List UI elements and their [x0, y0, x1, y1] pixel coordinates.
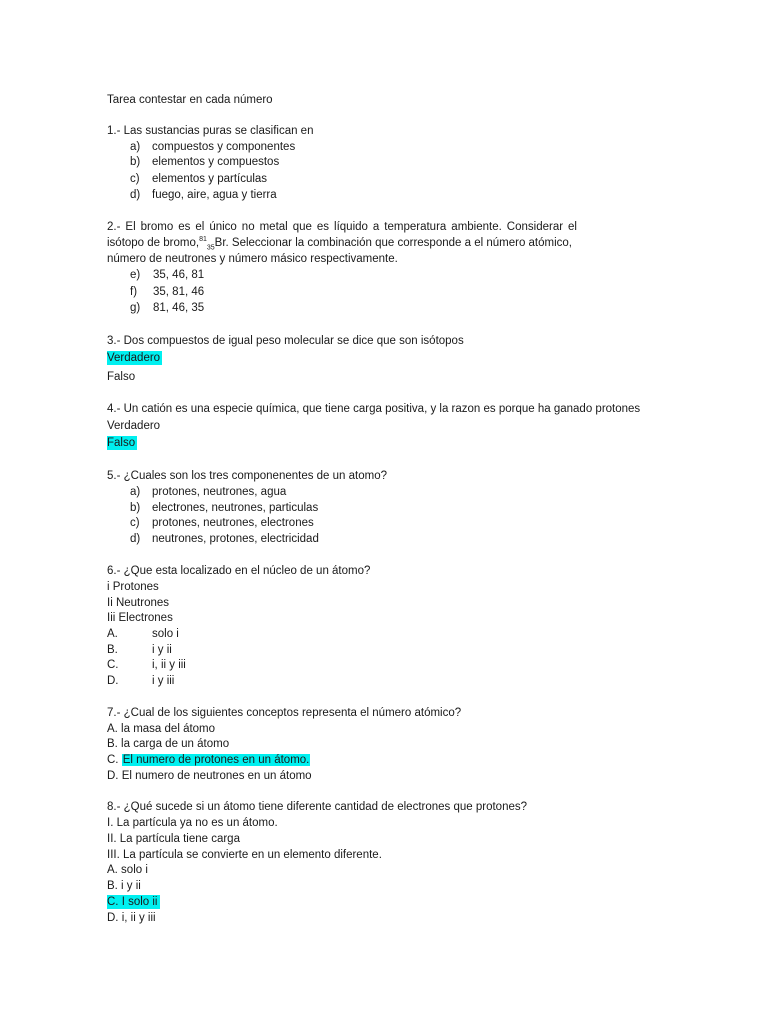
q5-option-a-label: a)	[130, 486, 141, 498]
q6-option-d-label: D.	[107, 675, 119, 687]
q1-option-d-label: d)	[130, 189, 141, 201]
q5-option-a-text: protones, neutrones, agua	[152, 486, 287, 498]
q8-option-b: B. i y ii	[107, 880, 141, 892]
question-6-text: 6.- ¿Que esta localizado en el núcleo de un átomo?	[107, 565, 371, 577]
q8-statement-3: III. La partícula se convierte en un elemento diferente.	[107, 849, 382, 861]
q6-option-c-label: C.	[107, 659, 119, 671]
q5-option-c-text: protones, neutrones, electrones	[152, 517, 314, 529]
q5-option-c-label: c)	[130, 517, 140, 529]
q5-option-d-text: neutrones, protones, electricidad	[152, 533, 319, 545]
q4-option-verdadero: Verdadero	[107, 420, 161, 432]
q8-statement-1: I. La partícula ya no es un átomo.	[107, 817, 278, 829]
q7-option-a: A. la masa del átomo	[107, 723, 216, 735]
q1-option-a-text: compuestos y componentes	[152, 141, 296, 153]
isotope-atomic-number: 35	[206, 244, 215, 252]
q7-option-c-text: El numero de protones en un átomo.	[122, 754, 310, 766]
document-title: Tarea contestar en cada número	[107, 94, 273, 106]
q7-option-d: D. El numero de neutrones en un átomo	[107, 770, 312, 782]
q5-option-b-label: b)	[130, 502, 141, 514]
q6-option-a-label: A.	[107, 628, 118, 640]
q3-option-falso: Falso	[107, 371, 136, 383]
q6-option-c-text: i, ii y iii	[152, 659, 186, 671]
question-1-text: 1.- Las sustancias puras se clasifican en	[107, 125, 314, 137]
q6-option-d-text: i y iii	[152, 675, 175, 687]
q6-option-b-text: i y ii	[152, 644, 172, 656]
q4-option-falso: Falso	[107, 437, 136, 449]
q2-line2-pre: isótopo de bromo,	[107, 237, 200, 249]
q2-option-g-text: 81, 46, 35	[153, 302, 205, 314]
q8-statement-2: II. La partícula tiene carga	[107, 833, 240, 845]
q7-option-c	[107, 753, 310, 767]
q2-option-e-label: e)	[130, 269, 141, 281]
question-7-text: 7.- ¿Cual de los siguientes conceptos representa el número atómico?	[107, 707, 462, 719]
q8-option-c: C. I solo ii	[107, 896, 158, 908]
q6-item-3: Iii Electrones	[107, 612, 173, 624]
q1-option-b-text: elementos y compuestos	[152, 156, 280, 168]
q2-option-f-text: 35, 81, 46	[153, 286, 205, 298]
q2-option-g-label: g)	[130, 302, 141, 314]
question-2-line-3: número de neutrones y número másico respectivamente.	[107, 253, 398, 265]
q2-line2-post: Br. Seleccionar la combinación que corresponde a el número atómico,	[214, 237, 572, 249]
q5-option-b-text: electrones, neutrones, particulas	[152, 502, 319, 514]
q3-option-verdadero: Verdadero	[107, 352, 161, 364]
q6-option-b-label: B.	[107, 644, 118, 656]
question-5-text: 5.- ¿Cuales son los tres componenentes de un atomo?	[107, 470, 387, 482]
question-2-line-2	[107, 236, 572, 250]
q1-option-c-label: c)	[130, 173, 140, 185]
q1-option-a-label: a)	[130, 141, 141, 153]
q6-item-2: Ii Neutrones	[107, 597, 170, 609]
q8-option-d: D. i, ii y iii	[107, 912, 156, 924]
question-2-line-1: 2.- El bromo es el único no metal que es líquido a temperatura ambiente. Considerar el	[107, 221, 577, 233]
q1-option-c-text: elementos y partículas	[152, 173, 268, 185]
q2-option-e-text: 35, 46, 81	[153, 269, 205, 281]
q7-option-c-label: C.	[107, 754, 122, 766]
q6-item-1: i Protones	[107, 581, 159, 593]
q2-option-f-label: f)	[130, 286, 138, 298]
isotope-mass-number: 81	[199, 236, 207, 244]
question-4-text: 4.- Un catión es una especie química, que tiene carga positiva, y la razon es porque ha ganado protones	[107, 403, 641, 415]
question-8-text: 8.- ¿Qué sucede si un átomo tiene diferente cantidad de electrones que protones?	[107, 801, 528, 813]
q8-option-a: A. solo i	[107, 864, 148, 876]
q7-option-b: B. la carga de un átomo	[107, 738, 230, 750]
q1-option-d-text: fuego, aire, agua y tierra	[152, 189, 277, 201]
question-3-text: 3.- Dos compuestos de igual peso molecular se dice que son isótopos	[107, 335, 464, 347]
q1-option-b-label: b)	[130, 156, 141, 168]
q5-option-d-label: d)	[130, 533, 141, 545]
q6-option-a-text: solo i	[152, 628, 179, 640]
